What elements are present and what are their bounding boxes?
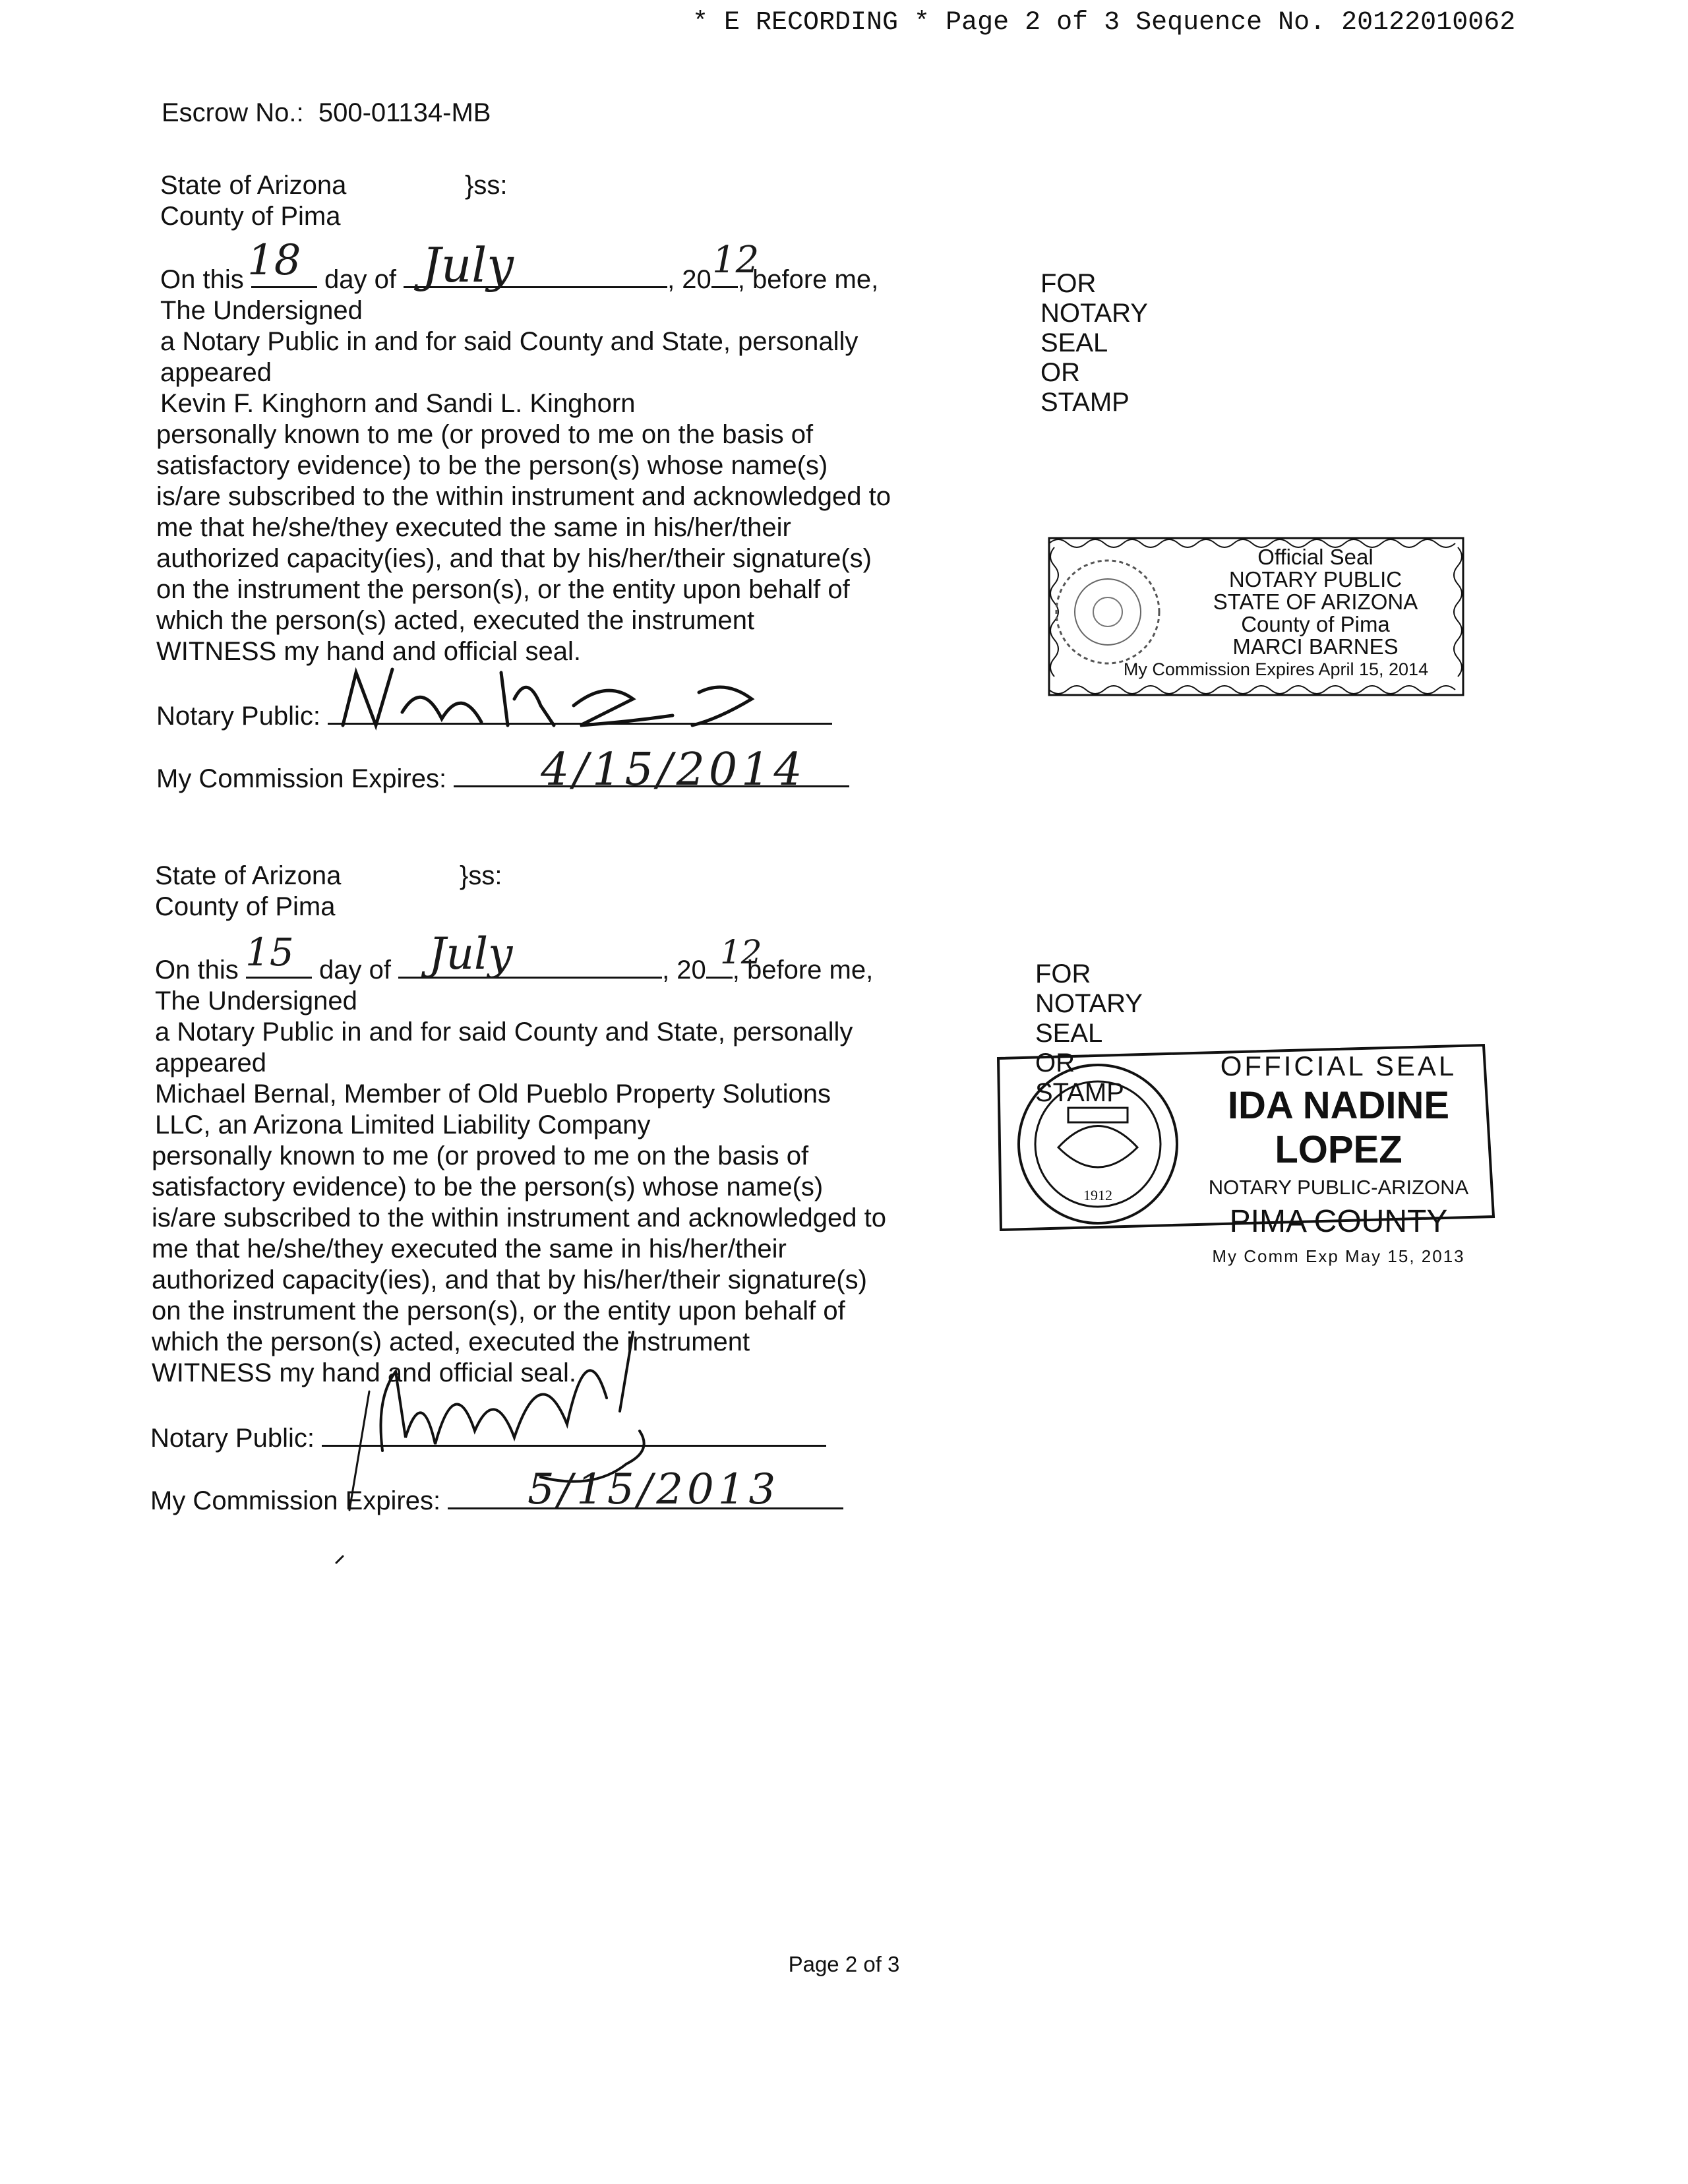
ack-body-line: personally known to me (or proved to me on the basis of <box>152 1141 809 1170</box>
stamp-county: PIMA COUNTY <box>1229 1204 1448 1239</box>
on-this-text: On this <box>155 956 239 985</box>
notary-stamp-ida-nadine-lopez <box>996 1032 1497 1266</box>
recording-header: * E RECORDING * Page 2 of 3 Sequence No. 20122010062 <box>692 8 1516 38</box>
ack-body-line: authorized capacity(ies), and that by his/her/their signature(s) <box>156 544 872 573</box>
stamp-expires: My Comm Exp May 15, 2013 <box>1212 1246 1465 1266</box>
appeared-label: appeared <box>155 1048 267 1077</box>
commission-label: My Commission Expires: <box>156 764 447 793</box>
notary-signature-1 <box>330 659 765 739</box>
ack-body-line: satisfactory evidence) to be the person(s) whose name(s) <box>152 1172 824 1201</box>
ack-body-line: which the person(s) acted, executed the instrument <box>156 606 755 635</box>
signer-names: Kevin F. Kinghorn and Sandi L. Kinghorn <box>160 389 636 418</box>
escrow-line <box>162 98 491 129</box>
undersigned-label: The Undersigned <box>160 296 363 325</box>
day-of-text: day of <box>324 265 396 294</box>
handwritten-year: 12 <box>720 933 762 971</box>
seal-heading: FOR NOTARY SEAL OR STAMP <box>1035 959 1143 1107</box>
before-me-text: , before me, <box>737 265 879 294</box>
notary-signature-2 <box>343 1292 712 1569</box>
undersigned-label: The Undersigned <box>155 986 357 1016</box>
page-footer: Page 2 of 3 <box>788 1952 900 1976</box>
handwritten-day: 15 <box>245 930 294 975</box>
handwritten-month: July <box>429 928 513 979</box>
handwritten-day: 18 <box>247 236 301 285</box>
signer-name-line: Michael Bernal, Member of Old Pueblo Property Solutions <box>155 1079 831 1108</box>
year-prefix: , 20 <box>662 956 706 985</box>
escrow-number: 500-01134-MB <box>318 98 491 127</box>
signer-name-line: LLC, an Arizona Limited Liability Company <box>155 1110 651 1139</box>
stamp-line: OFFICIAL SEAL <box>1220 1050 1457 1081</box>
stamp-line: NOTARY PUBLIC-ARIZONA <box>1208 1176 1469 1199</box>
escrow-label: Escrow No.: <box>162 98 304 127</box>
commission-label: My Commission Expires: <box>150 1486 441 1515</box>
ack-body-line: on the instrument the person(s), or the entity upon behalf of <box>152 1296 845 1325</box>
appeared-label: appeared <box>160 358 272 387</box>
stamp-line: MARCI BARNES <box>1232 634 1399 659</box>
stamp-expires: My Commission Expires April 15, 2014 <box>1123 659 1429 679</box>
ack-body-line: which the person(s) acted, executed the instrument <box>152 1327 750 1356</box>
stamp-line: County of Pima <box>1241 612 1390 636</box>
stamp-text <box>1177 546 1454 658</box>
on-this-text: On this <box>160 265 244 294</box>
notary-line: a Notary Public in and for said County and State, personally <box>160 327 859 356</box>
handwritten-month: July <box>422 237 514 293</box>
stamp-line: STATE OF ARIZONA <box>1213 590 1418 614</box>
handwritten-year: 12 <box>712 239 760 282</box>
handwritten-expires: 5/15/2013 <box>528 1465 780 1514</box>
notary-public-label: Notary Public: <box>150 1424 315 1453</box>
seal-emblem-year: 1912 <box>1083 1187 1112 1203</box>
ack-body-line: is/are subscribed to the within instrument and acknowledged to <box>152 1203 886 1232</box>
notary-line: a Notary Public in and for said County and State, personally <box>155 1017 853 1046</box>
state-label: State of Arizona <box>160 171 347 200</box>
ack-body-line: personally known to me (or proved to me on the basis of <box>156 420 814 449</box>
before-me-text: , before me, <box>732 956 874 985</box>
day-of-text: day of <box>318 956 391 985</box>
stamp-line: Official Seal <box>1257 545 1373 569</box>
year-prefix: , 20 <box>667 265 711 294</box>
ack-body-line: WITNESS my hand and official seal. <box>156 637 581 666</box>
stamp-line: NOTARY PUBLIC <box>1228 567 1402 592</box>
seal-heading: FOR NOTARY SEAL OR STAMP <box>1040 269 1148 417</box>
stamp-name: IDA NADINE LOPEZ <box>1227 1084 1450 1171</box>
ack-body-line: on the instrument the person(s), or the entity upon behalf of <box>156 575 850 604</box>
ack-body-line: authorized capacity(ies), and that by his/her/their signature(s) <box>152 1265 867 1294</box>
notary-stamp-marci-barnes <box>1045 534 1467 699</box>
notary-public-label: Notary Public: <box>156 702 320 731</box>
stamp-text <box>1187 1050 1490 1267</box>
ss-label: }ss: <box>465 171 508 200</box>
county-label: County of Pima <box>160 202 341 231</box>
handwritten-expires: 4/15/2014 <box>541 744 806 796</box>
ack-body-line: satisfactory evidence) to be the person(s) whose name(s) <box>156 451 828 480</box>
ss-label: }ss: <box>460 861 502 890</box>
ack-body-line: me that he/she/they executed the same in his/her/their <box>152 1234 787 1263</box>
ack-body-line: is/are subscribed to the within instrument and acknowledged to <box>156 482 891 511</box>
state-label: State of Arizona <box>155 861 342 890</box>
ack-body-line: WITNESS my hand and official seal. <box>152 1358 576 1387</box>
county-label: County of Pima <box>155 892 336 921</box>
ack-body-line: me that he/she/they executed the same in his/her/their <box>156 513 791 542</box>
